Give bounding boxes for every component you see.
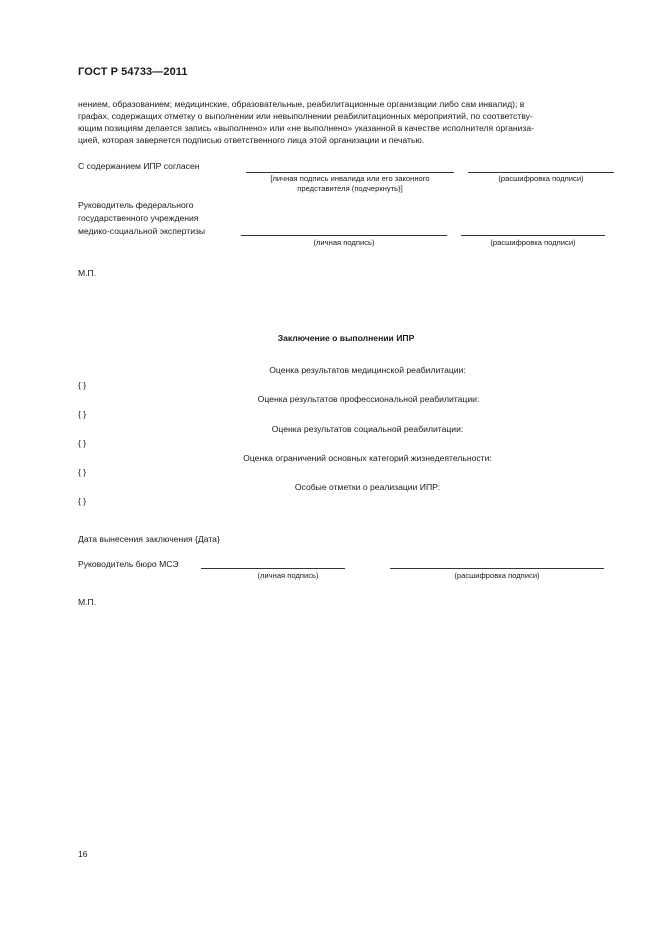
section-value-professional: { } [78, 409, 87, 419]
bureau-head-label: Руководитель бюро МСЭ [78, 559, 179, 569]
document-header: ГОСТ Р 54733—2011 [78, 66, 188, 78]
stamp-mark: М.П. [78, 268, 97, 278]
head-label-line3: медико-социальной экспертизы [78, 226, 206, 236]
section-heading-medical: Оценка результатов медицинской реабилитации: [269, 365, 466, 375]
section-heading-special: Особые отметки о реализации ИПР: [294, 482, 441, 492]
head-signature-caption: (личная подпись) [313, 238, 375, 247]
page-number: 16 [78, 849, 88, 859]
paragraph-line: цией, которая заверяется подписью ответственного лица этой организации и печатью. [78, 135, 425, 146]
section-value-social: { } [78, 438, 87, 448]
section-value-limitations: { } [78, 467, 87, 477]
bureau-signature-caption: (личная подпись) [257, 571, 319, 580]
head-signature-line [241, 235, 447, 236]
intro-paragraph [78, 98, 615, 146]
section-heading-social: Оценка результатов социальной реабилитации: [271, 424, 464, 434]
agreement-label: С содержанием ИПР согласен [78, 161, 200, 171]
bureau-decode-line [390, 568, 604, 569]
agreement-signature-caption: [личная подпись инвалида или его законного [270, 174, 430, 183]
head-decode-line [461, 235, 605, 236]
paragraph-line: нением, образованием; медицинские, образовательные, реабилитационные организации либо сам инвалид); в [78, 99, 525, 109]
bureau-decode-caption: (расшифровка подписи) [454, 571, 540, 580]
stamp-mark: М.П. [78, 597, 97, 607]
bureau-signature-line [201, 568, 345, 569]
section-heading-professional: Оценка результатов профессиональной реабилитации: [257, 394, 480, 404]
section-value-medical: { } [78, 380, 87, 390]
paragraph-line: графах, содержащих отметку о выполнении или невыполнении реабилитационных мероприятий, по соответству- [78, 111, 533, 122]
agreement-decode-line [468, 172, 614, 173]
paragraph-line: ющим позициям делается запись «выполнено» или «не выполнено» указанной в качестве исполнителя организа- [78, 123, 535, 134]
head-label-line1: Руководитель федерального [78, 200, 194, 210]
agreement-decode-caption: (расшифровка подписи) [498, 174, 584, 183]
agreement-signature-caption-2: представителя (подчеркнуть)] [297, 184, 403, 193]
agreement-signature-line [246, 172, 454, 173]
section-heading-limitations: Оценка ограничений основных категорий жизнедеятельности: [243, 453, 492, 463]
conclusion-date: Дата вынесения заключения {Дата} [78, 534, 220, 544]
head-label-line2: государственного учреждения [78, 213, 199, 223]
conclusion-title: Заключение о выполнении ИПР [277, 333, 415, 343]
head-decode-caption: (расшифровка подписи) [490, 238, 576, 247]
section-value-special: { } [78, 496, 87, 506]
